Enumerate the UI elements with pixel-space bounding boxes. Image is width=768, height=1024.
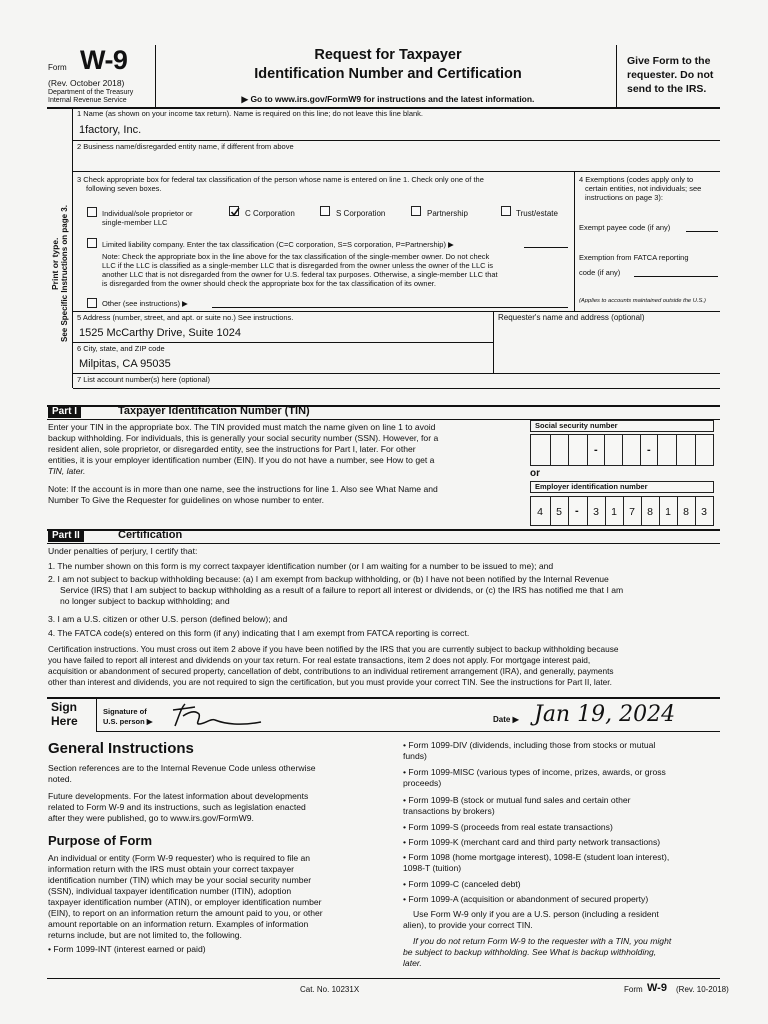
ein-cell-divider: [587, 496, 588, 526]
part2-title-rule: [47, 543, 720, 544]
gi-future-1: Future developments. For the latest information about developments: [48, 791, 309, 801]
cert-item-3: 3. I am a U.S. citizen or other U.S. person (defined below); and: [48, 614, 288, 624]
ssn-cell-divider: [640, 434, 641, 466]
form-word: Form: [48, 63, 67, 72]
purpose-text-4: (SSN), individual taxpayer identification number (ITIN), adoption: [48, 886, 292, 896]
line7-label: 7 List account number(s) here (optional): [77, 375, 210, 384]
gi-text-1b: noted.: [48, 774, 72, 784]
form-list-3b: transactions by brokers): [403, 806, 495, 816]
ssn-dash: -: [594, 444, 598, 456]
line1-name-field[interactable]: 1factory, Inc.: [79, 124, 142, 136]
line4-label-3: instructions on page 3):: [585, 193, 663, 202]
line2-rule: [73, 171, 720, 172]
use-w9-2: alien), to provide your correct TIN.: [403, 920, 533, 930]
part2-title: Certification: [118, 529, 183, 541]
cert-item-2a: 2. I am not subject to backup withholding because: (a) I am exempt from backup withholding, or (b) I have not been notified by the Internal Revenue: [48, 574, 609, 584]
ein-cell-divider: [695, 496, 696, 526]
line5-address-field[interactable]: 1525 McCarthy Drive, Suite 1024: [79, 327, 242, 339]
gi-text-1a: Section references are to the Internal Revenue Code unless otherwise: [48, 763, 316, 773]
part1-label: Part I: [48, 405, 81, 418]
form-title-line1: Request for Taxpayer: [314, 47, 462, 63]
footer-rule: [47, 978, 720, 979]
footer-revision: (Rev. 10-2018): [676, 985, 729, 994]
or-label: or: [530, 468, 540, 479]
checkbox-trust-estate[interactable]: [501, 206, 511, 216]
line6-city-field[interactable]: Milpitas, CA 95035: [79, 358, 171, 370]
line3-label-a: 3 Check appropriate box for federal tax classification of the person whose name is entered on line 1. Check only one of the: [77, 175, 484, 184]
header-divider-right: [616, 45, 617, 107]
date-label: Date ▶: [493, 715, 519, 724]
sign-label: Sign: [51, 700, 77, 714]
form-list-2b: proceeds): [403, 778, 442, 788]
cert-item-2c: no longer subject to backup withholding; and: [60, 596, 230, 606]
requester-label: Requester's name and address (optional): [498, 313, 645, 322]
ein-cell-divider: [677, 496, 678, 526]
ssn-cell-divider: [587, 434, 588, 466]
signature-field[interactable]: [165, 700, 265, 732]
line4-label-1: 4 Exemptions (codes apply only to: [579, 175, 694, 184]
line1-rule: [73, 140, 720, 141]
form-list-2a: • Form 1099-MISC (various types of income, prizes, awards, or gross: [403, 767, 666, 777]
line3-bottom-rule: [73, 311, 720, 312]
cert-instructions-3: acquisition or abandonment of secured property, cancellation of debt, contributions to an individual retirement arrangement (IRA), and generally, payments: [48, 666, 614, 676]
line4-label-2: certain entities, not individuals; see: [585, 184, 702, 193]
ein-digit: 1: [665, 506, 671, 518]
ssn-cell-divider: [568, 434, 569, 466]
purpose-text-6: (EIN), to report on an information return the amount paid to you, or other: [48, 908, 323, 918]
ssn-dash: -: [647, 444, 651, 456]
fatca-code-field[interactable]: [634, 276, 718, 277]
checkmark-icon: [230, 207, 240, 217]
header-divider-left: [155, 45, 156, 107]
part1-text-4: entities, it is your employer identification number (EIN). If you do not have a number, see How to get a: [48, 455, 435, 465]
line1-label: 1 Name (as shown on your income tax return). Name is required on this line; do not leave this line blank.: [77, 109, 424, 118]
checkbox-individual[interactable]: [87, 207, 97, 217]
use-w9-1: Use Form W-9 only if you are a U.S. person (including a resident: [413, 909, 659, 919]
option-c-corporation-label: C Corporation: [245, 209, 295, 218]
ssn-cell-divider: [676, 434, 677, 466]
ein-dash: -: [575, 505, 579, 517]
cert-intro: Under penalties of perjury, I certify that:: [48, 546, 198, 556]
ein-digit: 5: [556, 506, 562, 518]
other-label: Other (see instructions) ▶: [102, 299, 188, 308]
ssn-cell-divider: [550, 434, 551, 466]
part2-label: Part II: [48, 529, 84, 542]
part1-text-3: resident alien, sole proprietor, or disregarded entity, see the instructions for Part I, later. For other: [48, 444, 416, 454]
footer-form-number: W-9: [647, 982, 667, 994]
ein-digit: 3: [701, 506, 707, 518]
option-individual-label: Individual/sole proprietor or: [102, 209, 193, 218]
checkbox-partnership[interactable]: [411, 206, 421, 216]
give-form-line2: requester. Do not: [627, 69, 714, 81]
backup-warning-2: be subject to backup withholding. See What is backup withholding,: [403, 947, 657, 957]
ein-cell-divider: [568, 496, 569, 526]
sign-bottom-rule: [96, 731, 720, 732]
ssn-cell-divider: [622, 434, 623, 466]
purpose-text-5: taxpayer identification number (ATIN), or employer identification number: [48, 897, 322, 907]
purpose-text-7: amount reportable on an information return. Examples of information: [48, 919, 309, 929]
fatca-label-1: Exemption from FATCA reporting: [579, 253, 689, 262]
exempt-payee-field[interactable]: [686, 231, 718, 232]
sign-divider: [96, 698, 97, 731]
purpose-text-2: information return with the IRS must obtain your correct taxpayer: [48, 864, 294, 874]
ein-digit: 7: [629, 506, 635, 518]
ein-cell-divider: [659, 496, 660, 526]
goto-instructions: ▶ Go to www.irs.gov/FormW9 for instructions and the latest information.: [241, 94, 535, 104]
part1-note-1: Note: If the account is in more than one name, see the instructions for line 1. Also see What Name and: [48, 484, 438, 494]
form-list-6b: 1098-T (tuition): [403, 863, 462, 873]
form-list-6a: • Form 1098 (home mortgage interest), 1098-E (student loan interest),: [403, 852, 670, 862]
ein-cell-divider: [550, 496, 551, 526]
give-form-line3: send to the IRS.: [627, 83, 707, 95]
line7-field[interactable]: [73, 388, 720, 389]
revision-date: (Rev. October 2018): [48, 78, 125, 88]
llc-label: Limited liability company. Enter the tax classification (C=C corporation, S=S corporation, P=Partnership) ▶: [102, 240, 454, 249]
cert-item-2b: Service (IRS) that I am subject to backup withholding as a result of a failure to report all interest or dividends, or (c) the IRS has notified me that I am: [60, 585, 624, 595]
part1-note-2: Number To Give the Requester for guidelines on whose number to enter.: [48, 495, 324, 505]
cert-item-4: 4. The FATCA code(s) entered on this form (if any) indicating that I am exempt from FATCA reporting is correct.: [48, 628, 470, 638]
form-list-7: • Form 1099-C (canceled debt): [403, 879, 521, 889]
form-list-3a: • Form 1099-B (stock or mutual fund sales and certain other: [403, 795, 631, 805]
requester-divider: [493, 311, 494, 374]
llc-note-2: LLC if the LLC is classified as a single-member LLC that is disregarded from the owner unless the owner of the LLC is: [102, 261, 494, 270]
option-s-corporation-label: S Corporation: [336, 209, 386, 218]
ein-cell-divider: [641, 496, 642, 526]
side-column-rule: [72, 108, 73, 388]
purpose-title: Purpose of Form: [48, 833, 153, 848]
backup-warning-3: later.: [403, 958, 422, 968]
cert-instructions-1: Certification instructions. You must cross out item 2 above if you have been notified by the IRS that you are currently subject to backup withholding because: [48, 644, 619, 654]
print-or-type-label: Print or type.: [50, 237, 60, 290]
sign-top-rule: [47, 697, 720, 699]
line5-label: 5 Address (number, street, and apt. or suite no.) See instructions.: [77, 313, 294, 322]
ein-digit: 8: [683, 506, 689, 518]
catalog-number: Cat. No. 10231X: [300, 985, 360, 994]
cert-instructions-2: you have failed to report all interest and dividends on your tax return. For real estate transactions, item 2 does not apply. For mortgage interest paid,: [48, 655, 591, 665]
ssn-label: Social security number: [535, 421, 618, 430]
checkbox-llc[interactable]: [87, 238, 97, 248]
ein-cell-divider: [623, 496, 624, 526]
checkbox-c-corporation[interactable]: [229, 206, 239, 216]
backup-warning-1: If you do not return Form W-9 to the requester with a TIN, you might: [413, 936, 672, 946]
purpose-text-1: An individual or entity (Form W-9 requester) who is required to file an: [48, 853, 311, 863]
line3-label-b: following seven boxes.: [86, 184, 162, 193]
line2-label: 2 Business name/disregarded entity name, if different from above: [77, 142, 294, 151]
signature-label-2: U.S. person ▶: [103, 717, 153, 726]
see-specific-instructions: See Specific Instructions on page 3.: [60, 205, 69, 342]
exempt-payee-label: Exempt payee code (if any): [579, 223, 671, 232]
line6-label: 6 City, state, and ZIP code: [77, 344, 165, 353]
option-trust-estate-label: Trust/estate: [516, 209, 558, 218]
ssn-cell-divider: [695, 434, 696, 466]
purpose-text-3: identification number (TIN) which may be your social security number: [48, 875, 312, 885]
llc-note-1: Note: Check the appropriate box in the line above for the tax classification of the single-member owner. Do not check: [102, 252, 490, 261]
line6-rule: [73, 373, 720, 374]
cert-item-1: 1. The number shown on this form is my correct taxpayer identification number (or I am waiting for a number to be issued to me); and: [48, 561, 554, 571]
date-field[interactable]: Jan 19, 2024: [534, 702, 676, 727]
dept-treasury: Department of the Treasury: [48, 89, 134, 96]
part1-title: Taxpayer Identification Number (TIN): [118, 405, 310, 417]
gi-future-2: related to Form W-9 and its instructions, such as legislation enacted: [48, 802, 306, 812]
ein-digit: 4: [537, 506, 543, 518]
form-list-4: • Form 1099-S (proceeds from real estate transactions): [403, 822, 613, 832]
part1-text-2: backup withholding. For individuals, this is generally your social security number (SSN). However, for a: [48, 433, 439, 443]
form-list-8: • Form 1099-A (acquisition or abandonment of secured property): [403, 894, 649, 904]
checkbox-other[interactable]: [87, 298, 97, 308]
llc-note-4: is disregarded from the owner should check the appropriate box for the tax classification of its owner.: [102, 279, 436, 288]
part1-text-5: TIN, later.: [48, 466, 86, 476]
llc-note-3: another LLC that is not disregarded from the owner for U.S. federal tax purposes. Otherwise, a single-member LLC that: [102, 270, 498, 279]
here-label: Here: [51, 714, 78, 728]
form-list-1b: funds): [403, 751, 427, 761]
other-field[interactable]: [212, 307, 568, 308]
ein-digit: 8: [647, 506, 653, 518]
ssn-cell-divider: [604, 434, 605, 466]
fatca-label-2: code (if any): [579, 268, 621, 277]
form-list-1a: • Form 1099-DIV (dividends, including those from stocks or mutual: [403, 740, 656, 750]
signature-label-1: Signature of: [103, 707, 147, 716]
give-form-line1: Give Form to the: [627, 55, 711, 67]
ein-digit: 1: [611, 506, 617, 518]
purpose-text-9: • Form 1099-INT (interest earned or paid): [48, 944, 206, 954]
ssn-cell-divider: [657, 434, 658, 466]
line5-rule: [73, 342, 493, 343]
ein-cell-divider: [605, 496, 606, 526]
purpose-text-8: returns include, but are not limited to, the following.: [48, 930, 242, 940]
ein-digit: 3: [593, 506, 599, 518]
option-individual-label2: single-member LLC: [102, 218, 168, 227]
general-instructions-title: General Instructions: [48, 740, 194, 757]
cert-instructions-4: other than interest and dividends, you are not required to sign the certification, but you must provide your correct TIN. See the instructions for Part II, later.: [48, 677, 612, 687]
form-list-5: • Form 1099-K (merchant card and third party network transactions): [403, 837, 661, 847]
gi-future-3: after they were published, go to www.irs.gov/FormW9.: [48, 813, 254, 823]
fatca-applies-note: (Applies to accounts maintained outside the U.S.): [579, 298, 706, 304]
form-title-line2: Identification Number and Certification: [254, 66, 522, 82]
option-partnership-label: Partnership: [427, 209, 468, 218]
form-number: W-9: [80, 45, 128, 75]
ein-label: Employer identification number: [535, 482, 648, 491]
part1-text-1: Enter your TIN in the appropriate box. The TIN provided must match the name given on line 1 to avoid: [48, 422, 436, 432]
dept-irs: Internal Revenue Service: [48, 97, 127, 104]
line4-divider: [574, 171, 575, 311]
footer-form-word: Form: [624, 985, 643, 994]
llc-classification-field[interactable]: [524, 247, 568, 248]
checkbox-s-corporation[interactable]: [320, 206, 330, 216]
